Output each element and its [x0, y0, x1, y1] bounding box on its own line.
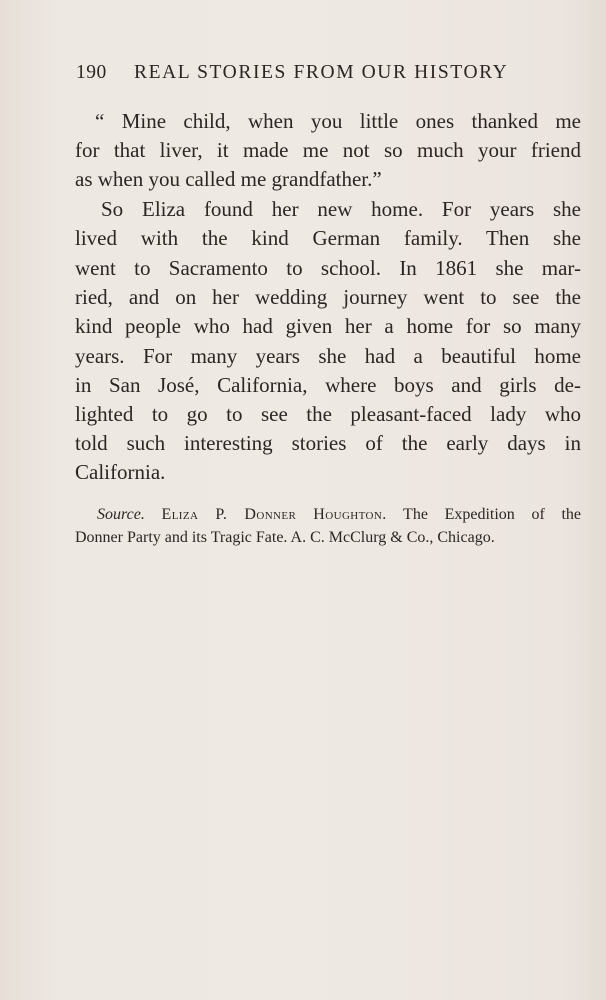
page-number: 190: [76, 62, 107, 83]
text-line: for that liver, it made me not so much your friend: [75, 138, 581, 162]
text-line: California.: [75, 460, 166, 484]
text-line: So Eliza found her new home. For years she: [101, 197, 581, 221]
text-line: went to Sacramento to school. In 1861 she mar-: [75, 256, 581, 280]
source-label: Source.: [97, 506, 145, 523]
text-line: as when you called me grandfather.”: [75, 167, 382, 191]
page-header: [76, 62, 546, 92]
text-line: in San José, California, where boys and girls de-: [75, 373, 581, 397]
text-line: kind people who had given her a home for so many: [75, 314, 581, 338]
source-author: Eliza P. Donner Houghton.: [161, 506, 387, 523]
source-citation-continued: Donner Party and its Tragic Fate. A. C. McClurg & Co., Chicago.: [75, 529, 495, 546]
source-citation: [97, 504, 581, 526]
source-title: The Expedition of the: [403, 506, 582, 523]
text-line: years. For many years she had a beautiful home: [75, 344, 581, 368]
text-line: ried, and on her wedding journey went to see the: [75, 285, 581, 309]
text-line: “ Mine child, when you little ones thanked me: [95, 109, 581, 133]
running-title: REAL STORIES FROM OUR HISTORY: [134, 62, 509, 83]
text-line: lighted to go to see the pleasant-faced lady who: [75, 402, 581, 426]
text-line: told such interesting stories of the early days in: [75, 431, 581, 455]
text-line: lived with the kind German family. Then she: [75, 226, 581, 250]
